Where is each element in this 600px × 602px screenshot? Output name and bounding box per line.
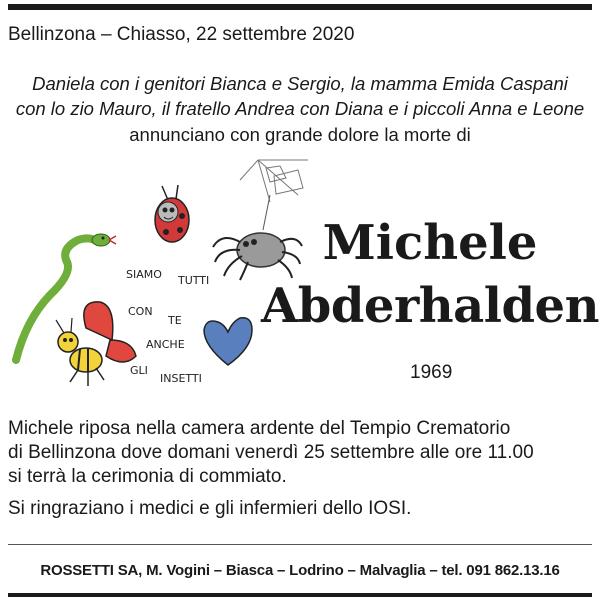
caption-word: INSETTI <box>160 372 202 385</box>
caption-word: TE <box>168 314 182 327</box>
caption-word: TUTTI <box>178 274 210 287</box>
thanks-line: Si ringraziano i medici e gli infermieri dello IOSI. <box>8 498 412 519</box>
deceased-first-name: Michele <box>322 215 538 271</box>
caption-word: CON <box>128 305 153 318</box>
deceased-last-name: Abderhalden <box>261 278 599 334</box>
top-rule <box>8 4 592 10</box>
funeral-home-footer: ROSSETTI SA, M. Vogini – Biasca – Lodrino – Malvaglia – tel. 091 862.13.16 <box>40 562 560 579</box>
family-line-1: Daniela con i genitori Bianca e Sergio, la mamma Emida Caspani <box>32 73 568 94</box>
body-line-2: di Bellinzona dove domani venerdì 25 settembre alle ore 11.00 <box>8 442 534 463</box>
caption-word: SIAMO <box>126 268 162 281</box>
footer-divider <box>8 544 592 545</box>
drawing-caption <box>126 268 209 385</box>
caption-word: ANCHE <box>146 338 185 351</box>
ladybug-icon <box>155 185 189 242</box>
heart-icon <box>204 318 252 365</box>
butterfly-icon <box>56 302 136 386</box>
announcement: annunciano con grande dolore la morte di <box>129 124 471 145</box>
children-drawing <box>8 150 308 400</box>
body-line-3: si terrà la cerimonia di commiato. <box>8 466 287 487</box>
spider-web-icon <box>240 160 308 202</box>
body-line-1: Michele riposa nella camera ardente del Tempio Crematorio <box>8 418 511 439</box>
bottom-rule <box>8 593 592 597</box>
caption-word: GLI <box>130 364 148 377</box>
birth-year: 1969 <box>410 362 453 383</box>
place-date: Bellinzona – Chiasso, 22 settembre 2020 <box>8 24 355 45</box>
family-line-2: con lo zio Mauro, il fratello Andrea con Diana e i piccoli Anna e Leone <box>15 98 585 119</box>
